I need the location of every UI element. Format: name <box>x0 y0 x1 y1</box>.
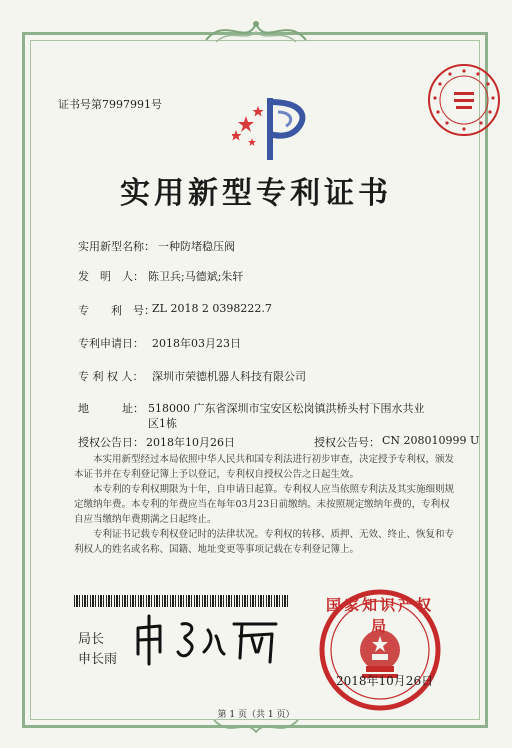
top-right-seal-icon <box>426 62 502 138</box>
certificate-body <box>74 452 458 557</box>
signer-name: 申长雨 <box>78 652 118 667</box>
utility-model-name-label: 实用新型名称： <box>78 240 155 253</box>
inventors-label: 发 明 人： <box>78 270 144 283</box>
body-paragraph: 专利证书记载专利权登记时的法律状况。专利权的转移、质押、无效、终止、恢复和专利权人的姓名或名称、国籍、地址变更等事项记载在专利登记簿上。 <box>74 529 455 555</box>
body-paragraph: 本实用新型经过本局依照中华人民共和国专利法进行初步审查，决定授予专利权，颁发本证书并在专利登记簿上予以登记，专利权自授权公告之日起生效。 <box>74 454 455 480</box>
barcode <box>74 595 288 607</box>
grant-announcement-number-value: CN 208010999 U <box>382 434 480 447</box>
seal-date: 2018年10月26日 <box>336 674 434 688</box>
patentee-label: 专 利 权 人： <box>78 370 144 383</box>
utility-model-name-value: 一种防堵稳压阀 <box>158 240 235 253</box>
grant-announcement-date-label: 授权公告日： <box>78 436 144 449</box>
address-label: 地 址： <box>78 402 144 415</box>
handwritten-signature <box>130 612 280 668</box>
patentee-value: 深圳市荣德机器人科技有限公司 <box>152 370 306 383</box>
page-footer: 第 1 页（共 1 页） <box>217 710 295 720</box>
patent-number-label: 专 利 号： <box>78 304 155 317</box>
certificate-title: 实用新型专利证书 <box>120 176 392 211</box>
signer-title: 局长 <box>78 632 105 647</box>
address-value-line2: 区1栋 <box>148 417 177 430</box>
patent-office-logo-icon <box>232 94 314 162</box>
inventors-value: 陈卫兵;马德斌;朱轩 <box>148 270 244 283</box>
body-paragraph: 本专利的专利权期限为十年，自申请日起算。专利权人应当依照专利法及其实施细则规定缴纳年费。本专利的年费应当在每年03月23日前缴纳。未按照规定缴纳年费的，专利权自应当缴纳年费期满之日起终止。 <box>74 484 455 525</box>
top-ornament <box>196 16 316 46</box>
patent-number-value: ZL 2018 2 0398222.7 <box>152 302 272 315</box>
grant-announcement-date-value: 2018年10月26日 <box>146 436 235 449</box>
application-date-value: 2018年03月23日 <box>152 337 241 350</box>
certificate-number: 证书号第7997991号 <box>58 98 162 111</box>
application-date-label: 专利申请日： <box>78 337 144 350</box>
grant-announcement-number-label: 授权公告号： <box>314 436 380 449</box>
seal-text: 国家知识产权局 <box>325 596 434 635</box>
address-value-line1: 518000 广东省深圳市宝安区松岗镇洪桥头村下围水共业 <box>148 402 425 415</box>
